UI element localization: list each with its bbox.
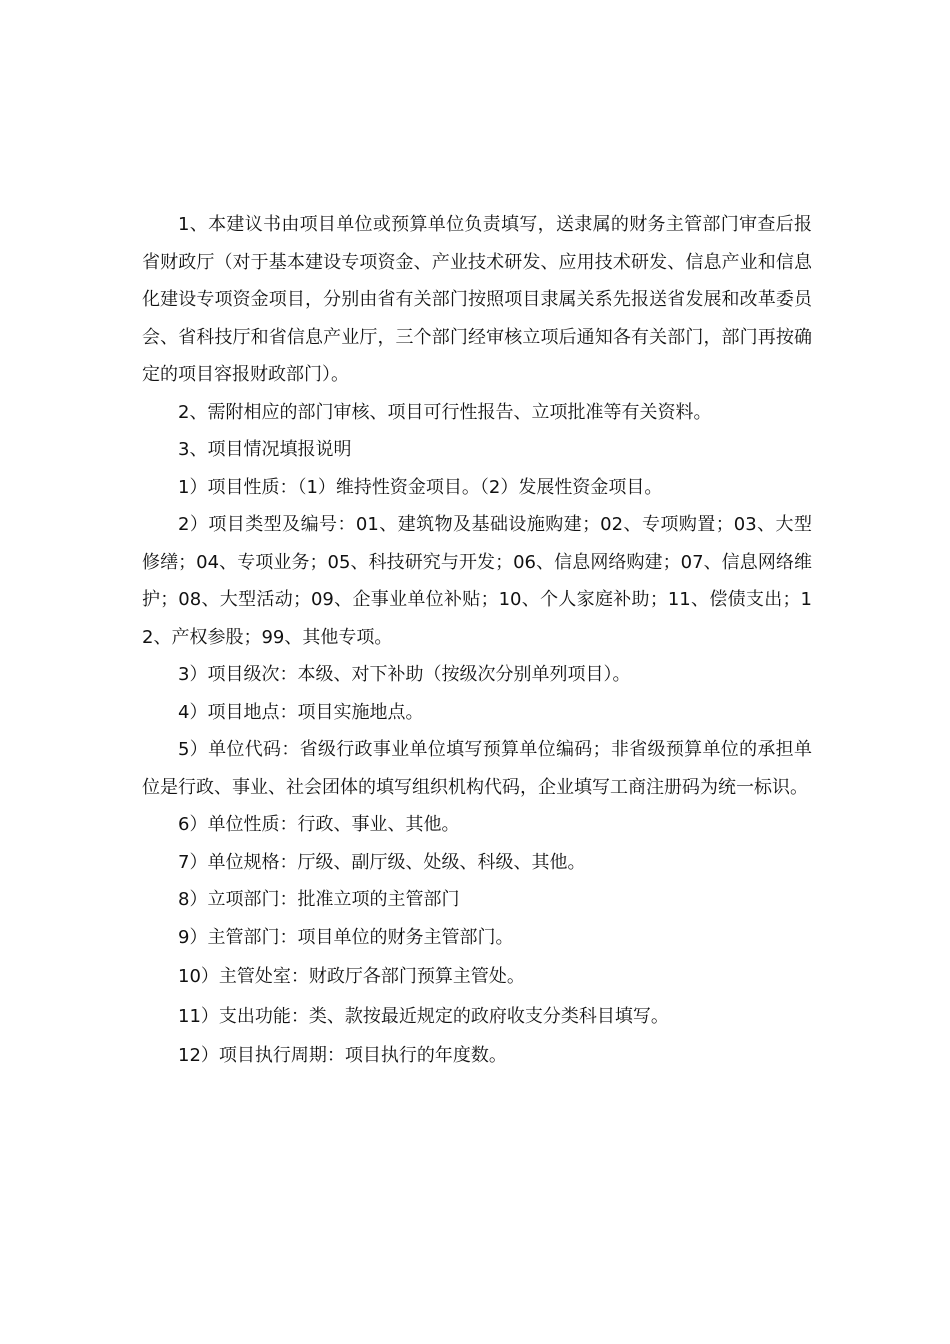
item-approval-department: 8）立项部门：批准立项的主管部门 <box>178 889 460 910</box>
item-execution-period: 12）项目执行周期：项目执行的年度数。 <box>178 1045 507 1066</box>
item-expenditure-function: 11）支出功能：类、款按最近规定的政府收支分类科目填写。 <box>178 1005 669 1027</box>
item-project-nature: 1）项目性质：（1）维持性资金项目。（2）发展性资金项目。 <box>178 476 663 498</box>
item-unit-nature: 6）单位性质：行政、事业、其他。 <box>178 814 460 835</box>
paragraph-2: 2、需附相应的部门审核、项目可行性报告、立项批准等有关资料。 <box>178 401 712 423</box>
paragraph-1: 1、本建议书由项目单位或预算单位负责填写，送隶属的财务主管部门审查后报省财政厅（对于基本建设专项资金、产业技术研发、应用技术研发、信息产业和信息化建设专项资金项目，分别由省有关部门按照项目隶属关系先报送省发展和改革委员会、省科技厅和省信息产业厅，三个部门经审核立项后通知各有关部门，部门再按确定的项目容报财政部门）。 <box>142 214 812 385</box>
instructions-body <box>142 206 812 1075</box>
item-supervising-department: 9）主管部门：项目单位的财务主管部门。 <box>178 926 514 948</box>
item-supervising-office: 10）主管处室：财政厅各部门预算主管处。 <box>178 966 525 987</box>
item-unit-code: 5）单位代码：省级行政事业单位填写预算单位编码；非省级预算单位的承担单位是行政、事业、社会团体的填写组织机构代码，企业填写工商注册码为统一标识。 <box>142 739 812 798</box>
item-unit-grade: 7）单位规格：厅级、副厅级、处级、科级、其他。 <box>178 851 586 873</box>
paragraph-3-heading: 3、项目情况填报说明 <box>178 439 352 460</box>
item-project-location: 4）项目地点：项目实施地点。 <box>178 701 424 723</box>
item-project-type: 2）项目类型及编号：01、建筑物及基础设施购建；02、专项购置；03、大型修缮；04、专项业务；05、科技研究与开发；06、信息网络购建；07、信息网络维护；08、大型活动；09、企事业单位补贴；10、个人家庭补助；11、偿债支出；12、产权参股；99、其他专项。 <box>142 514 812 648</box>
item-project-level: 3）项目级次：本级、对下补助（按级次分别单列项目）。 <box>178 664 631 685</box>
